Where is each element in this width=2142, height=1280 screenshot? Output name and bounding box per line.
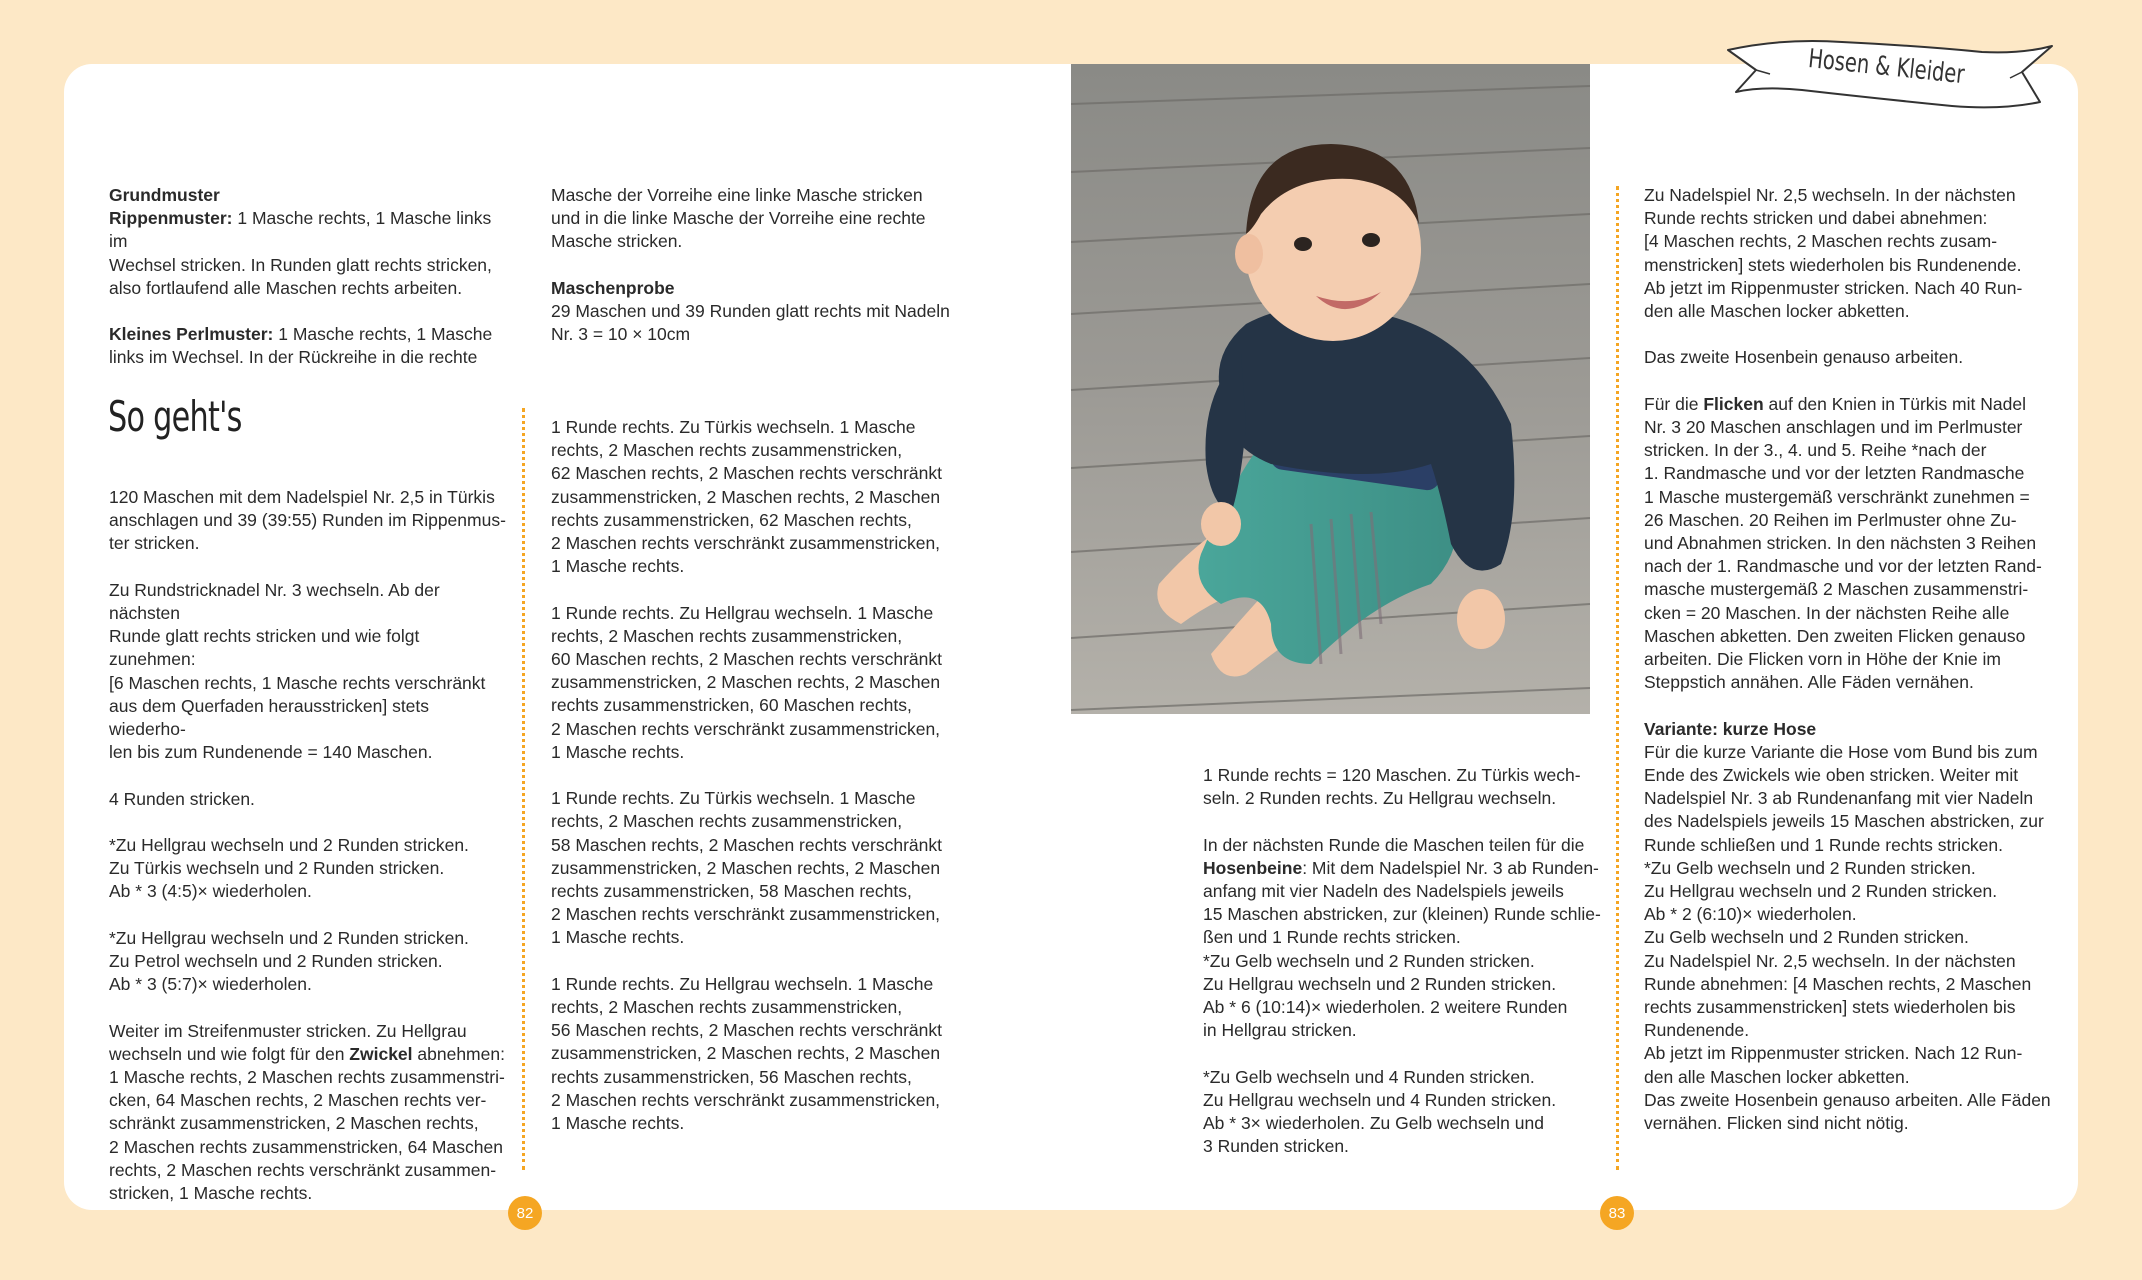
gusset-paragraph <box>109 1020 509 1206</box>
baby-photo <box>1071 64 1590 714</box>
instructions-column-3 <box>1203 764 1613 1158</box>
gauge-block <box>551 184 951 346</box>
legs-keyword: Hosenbeine <box>1203 857 1303 878</box>
column-divider-right <box>1616 186 1619 1170</box>
gusset-text-b: abnehmen: 1 Masche rechts, 2 Maschen rechts zusammenstri- cken, 64 Maschen rechts, 2 Maschen rechts ver- schränkt zusammenstricken, 2 Maschen rechts, 2 Maschen rechts zusammenstricken, 64 Maschen rechts, 2 Maschen rechts verschränkt zusammen- stricken, 1 Masche rechts. <box>109 1043 505 1204</box>
variant-heading: Variante: kurze Hose <box>1644 718 1817 739</box>
column-divider <box>522 408 525 1170</box>
decrease-paragraph-3: 1 Runde rechts. Zu Türkis wechseln. 1 Masche rechts, 2 Maschen rechts zusammenstricken, 58 Maschen rechts, 2 Maschen rechts verschränkt zusammenstricken, 2 Maschen rechts, 2 Maschen rechts zusammenstricken, 58 Maschen rechts, 2 Maschen rechts verschränkt zusammenstricken, 1 Masche rechts. <box>551 788 943 948</box>
section-title: So geht's <box>108 392 242 441</box>
instructions-column-4 <box>1644 184 2054 1135</box>
stripe-paragraph-2: *Zu Hellgrau wechseln und 2 Runden stricken. Zu Petrol wechseln und 2 Runden stricken. Ab * 3 (5:7)× wiederholen. <box>109 927 469 995</box>
gusset-text-a: Weiter im Streifenmuster stricken. Zu Hellgrau wechseln und wie folgt für den <box>109 1020 467 1064</box>
baby-photo-illustration <box>1071 64 1590 714</box>
seed-pattern-text: 1 Masche rechts, 1 Masche links im Wechsel. In der Rückreihe in die rechte <box>109 324 493 368</box>
patches-paragraph <box>1644 393 2054 695</box>
legs-intro-paragraph: 1 Runde rechts = 120 Maschen. Zu Türkis wech- seln. 2 Runden rechts. Zu Hellgrau wechseln. <box>1203 765 1581 809</box>
patches-keyword: Flicken <box>1703 393 1764 414</box>
basic-pattern-heading: Grundmuster <box>109 185 220 205</box>
legs-text-b: : Mit dem Nadelspiel Nr. 3 ab Runden- anfang mit vier Nadeln des Nadelspiels jeweils 15 Maschen abstricken, zur (kleinen) Runde schlie- ßen und 1 Runde rechts stricken. *Zu Gelb wechseln und 2 Runden stricken. Zu Hellgrau wechseln und 2 Runden stricken. Ab * 6 (10:14)× wiederholen. 2 weitere Runden in Hellgrau stricken. <box>1203 857 1601 1041</box>
chapter-label: Hosen & Kleider <box>1806 44 1966 91</box>
instructions-column-1 <box>109 486 509 1205</box>
decrease-paragraph-4: 1 Runde rechts. Zu Hellgrau wechseln. 1 Masche rechts, 2 Maschen rechts zusammenstricken, 56 Maschen rechts, 2 Maschen rechts verschränkt zusammenstricken, 2 Maschen rechts, 2 Maschen rechts zusammenstricken, 56 Maschen rechts, 2 Maschen rechts verschränkt zusammenstricken, 1 Masche rechts. <box>551 973 943 1134</box>
gauge-heading: Maschenprobe <box>551 277 675 298</box>
decrease-paragraph-1: 1 Runde rechts. Zu Türkis wechseln. 1 Masche rechts, 2 Maschen rechts zusammenstricken, 62 Maschen rechts, 2 Maschen rechts verschränkt zusammenstricken, 2 Maschen rechts, 2 Maschen rechts zusammenstricken, 62 Maschen rechts, 2 Maschen rechts verschränkt zusammenstricken, 1 Masche rechts. <box>551 417 943 577</box>
patches-text-b: auf den Knien in Türkis mit Nadel Nr. 3 20 Maschen anschlagen und im Perlmuster stricken. In der 3., 4. und 5. Reihe *nach der 1. Randmasche und vor der letzten Randmasche 1 Masche mustergemäß verschränkt zunehmen = 26 Maschen. 20 Reihen im Perlmuster ohne Zu- und Abnahmen stricken. In den nächsten 3 Reihen nach der 1. Randmasche und vor der letzten Rand- masche mustergemäß 2 Maschen zusammenstri- cken = 20 Maschen. In der nächsten Reihe alle Maschen abketten. Den zweiten Flicken genauso arbeiten. Die Flicken vorn in Höhe der Knie im Steppstich annähen. Alle Fäden vernähen. <box>1644 393 2042 693</box>
patches-text-a: Für die <box>1644 393 1704 414</box>
page-number-right: 83 <box>1600 1196 1634 1230</box>
seed-pattern-continued: Masche der Vorreihe eine linke Masche stricken und in die linke Masche der Vorreihe eine rechte Masche stricken. <box>551 185 926 252</box>
instructions-column-2 <box>551 416 971 1135</box>
rib-pattern-paragraph <box>109 207 509 300</box>
gusset-keyword: Zwickel <box>349 1043 413 1064</box>
cuff-paragraph: Zu Nadelspiel Nr. 2,5 wechseln. In der nächsten Runde rechts stricken und dabei abnehmen: [4 Maschen rechts, 2 Maschen rechts zusam- menstricken] stets wiederholen bis Rundenende. Ab jetzt im Rippenmuster stricken. Nach 40 Run- den alle Maschen locker abketten. <box>1644 185 2023 322</box>
cast-on-paragraph: 120 Maschen mit dem Nadelspiel Nr. 2,5 in Türkis anschlagen und 39 (39:55) Runden im Rippenmus- ter stricken. <box>109 487 506 554</box>
legs-text-a: In der nächsten Runde die Maschen teilen für die <box>1203 834 1585 855</box>
rib-pattern-text: 1 Masche rechts, 1 Masche links im Wechsel stricken. In Runden glatt rechts stricken, also fortlaufend alle Maschen rechts arbeiten. <box>109 208 492 298</box>
seed-pattern-paragraph <box>109 323 509 369</box>
legs-stripes-paragraph: *Zu Gelb wechseln und 4 Runden stricken. Zu Hellgrau wechseln und 4 Runden stricken. Ab * 3× wiederholen. Zu Gelb wechseln und 3 Runden stricken. <box>1203 1066 1557 1157</box>
page-number-left: 82 <box>508 1196 542 1230</box>
stripe-paragraph-1: *Zu Hellgrau wechseln und 2 Runden stricken. Zu Türkis wechseln und 2 Runden stricken. Ab * 3 (4:5)× wiederholen. <box>109 835 469 902</box>
decrease-paragraph-2: 1 Runde rechts. Zu Hellgrau wechseln. 1 Masche rechts, 2 Maschen rechts zusammenstricken, 60 Maschen rechts, 2 Maschen rechts verschränkt zusammenstricken, 2 Maschen rechts, 2 Maschen rechts zusammenstricken, 60 Maschen rechts, 2 Maschen rechts verschränkt zusammenstricken, 1 Masche rechts. <box>551 602 943 762</box>
rounds-paragraph: 4 Runden stricken. <box>109 788 255 809</box>
legs-divide-paragraph <box>1203 834 1613 1043</box>
basic-pattern-block <box>109 184 509 370</box>
second-leg-paragraph: Das zweite Hosenbein genauso arbeiten. <box>1644 347 1964 368</box>
gauge-text: 29 Maschen und 39 Runden glatt rechts mit Nadeln Nr. 3 = 10 × 10cm <box>551 301 950 345</box>
increase-paragraph: Zu Rundstricknadel Nr. 3 wechseln. Ab der nächsten Runde glatt rechts stricken und wie folgt zunehmen: [6 Maschen rechts, 1 Masche rechts verschränkt aus dem Querfaden herausstricken] stets wiederho- len bis zum Rundenende = 140 Maschen. <box>109 579 486 763</box>
seed-pattern-label: Kleines Perlmuster: <box>109 324 274 345</box>
rib-pattern-label: Rippenmuster: <box>109 208 233 229</box>
variant-paragraph: Für die kurze Variante die Hose vom Bund bis zum Ende des Zwickels wie oben stricken. Weiter mit Nadelspiel Nr. 3 ab Rundenanfang mit vier Nadeln des Nadelspiels jeweils 15 Maschen abstricken, zur Runde schließen und 1 Runde rechts stricken. *Zu Gelb wechseln und 2 Runden stricken. Zu Hellgrau wechseln und 2 Runden stricken. Ab * 2 (6:10)× wiederholen. Zu Gelb wechseln und 2 Runden stricken. Zu Nadelspiel Nr. 2,5 wechseln. In der nächsten Runde abnehmen: [4 Maschen rechts, 2 Maschen rechts zusammenstricken] stets wiederholen bis Rundenende. Ab jetzt im Rippenmuster stricken. Nach 12 Run- den alle Maschen locker abketten. Das zweite Hosenbein genauso arbeiten. Alle Fäden vernähen. Flicken sind nicht nötig. <box>1644 741 2051 1134</box>
